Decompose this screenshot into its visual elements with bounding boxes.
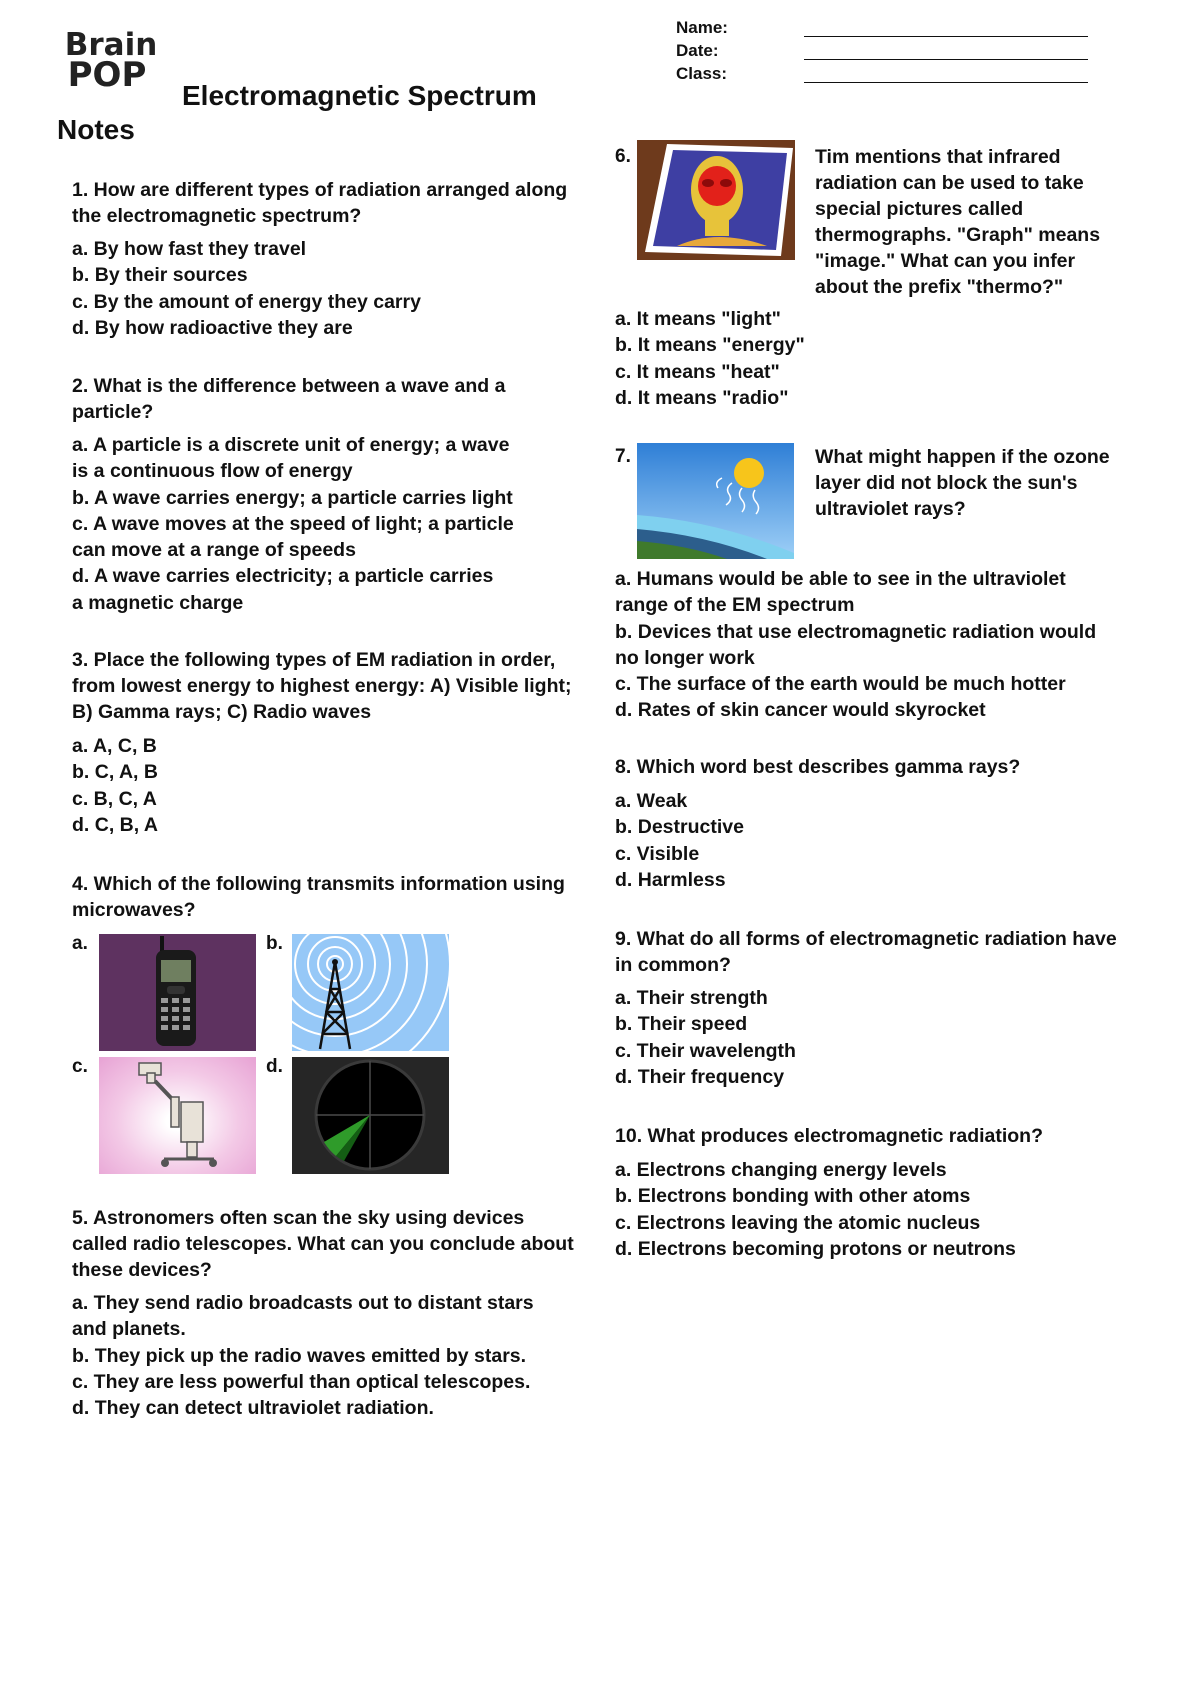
option-c-label: c. bbox=[72, 1056, 88, 1077]
q-line: 1. How are different types of radiation arranged along bbox=[72, 179, 568, 201]
q1-options bbox=[72, 236, 421, 341]
option-c[interactable]: c. The surface of the earth would be much hotter bbox=[615, 673, 1066, 696]
q-line: 3. Place the following types of EM radiation in order, bbox=[72, 649, 556, 671]
option-d[interactable]: d. Their frequency bbox=[615, 1065, 785, 1088]
question-10 bbox=[615, 1123, 1043, 1149]
name-label: Name: bbox=[676, 18, 728, 37]
option-b[interactable]: b. It means "energy" bbox=[615, 334, 805, 357]
page-subtitle: Notes bbox=[57, 114, 135, 145]
option-d[interactable]: d. Rates of skin cancer would skyrocket bbox=[615, 699, 986, 722]
option-b[interactable]: b. C, A, B bbox=[72, 761, 158, 784]
question-4 bbox=[72, 871, 565, 923]
option-a[interactable]: a. Their strength bbox=[615, 987, 768, 1009]
question-2 bbox=[72, 373, 505, 425]
option-b[interactable]: b. A wave carries energy; a particle carries light bbox=[72, 486, 513, 509]
q-line: in common? bbox=[615, 954, 731, 976]
x-ray-machine-icon[interactable] bbox=[99, 1057, 256, 1174]
name-line[interactable] bbox=[804, 36, 1088, 37]
q10-options bbox=[615, 1157, 1016, 1262]
question-7 bbox=[815, 444, 1110, 522]
option-d[interactable]: d. A wave carries electricity; a particle carries bbox=[72, 565, 494, 588]
option-a[interactable]: a. Humans would be able to see in the ultraviolet bbox=[615, 568, 1066, 590]
option-a[interactable]: a. Electrons changing energy levels bbox=[615, 1159, 947, 1181]
brainpop-logo bbox=[56, 27, 166, 95]
option-c[interactable]: c. A wave moves at the speed of light; a particle bbox=[72, 512, 514, 535]
q-line: 8. Which word best describes gamma rays? bbox=[615, 756, 1021, 778]
cell-phone-icon[interactable] bbox=[99, 934, 256, 1051]
q-line: ultraviolet rays? bbox=[815, 498, 966, 520]
option-c[interactable]: c. It means "heat" bbox=[615, 360, 780, 383]
option-d[interactable]: d. By how radioactive they are bbox=[72, 316, 353, 339]
question-6-number: 6. bbox=[615, 146, 631, 167]
question-8 bbox=[615, 754, 1020, 780]
option-c[interactable]: c. Their wavelength bbox=[615, 1039, 796, 1062]
logo-line-2: POP bbox=[67, 55, 147, 95]
class-label: Class: bbox=[676, 64, 728, 83]
option-d[interactable]: d. Harmless bbox=[615, 868, 726, 891]
q-line: particle? bbox=[72, 401, 154, 423]
q-line: 9. What do all forms of electromagnetic radiation have bbox=[615, 928, 1117, 950]
option-d[interactable]: d. It means "radio" bbox=[615, 386, 789, 409]
class-line[interactable] bbox=[804, 82, 1088, 83]
q-line: these devices? bbox=[72, 1259, 212, 1281]
q6-options bbox=[615, 306, 805, 411]
option-a-cont[interactable]: is a continuous flow of energy bbox=[72, 460, 353, 483]
question-7-number: 7. bbox=[615, 446, 631, 467]
q8-options bbox=[615, 788, 744, 893]
q-line: thermographs. "Graph" means bbox=[815, 224, 1101, 246]
thermograph-icon[interactable] bbox=[637, 140, 795, 260]
q9-options bbox=[615, 985, 796, 1090]
question-3 bbox=[72, 647, 572, 725]
option-a[interactable]: a. They send radio broadcasts out to distant stars bbox=[72, 1292, 534, 1314]
option-b-label: b. bbox=[266, 933, 283, 954]
option-b[interactable]: b. Their speed bbox=[615, 1013, 748, 1036]
option-b[interactable]: b. They pick up the radio waves emitted by stars. bbox=[72, 1344, 527, 1367]
option-c[interactable]: c. By the amount of energy they carry bbox=[72, 290, 421, 313]
option-a[interactable]: a. It means "light" bbox=[615, 308, 781, 330]
option-d[interactable]: d. They can detect ultraviolet radiation. bbox=[72, 1397, 434, 1420]
q5-options bbox=[72, 1290, 534, 1421]
q7-options bbox=[615, 566, 1096, 724]
option-b[interactable]: b. Electrons bonding with other atoms bbox=[615, 1185, 971, 1208]
question-5 bbox=[72, 1205, 574, 1283]
question-6 bbox=[815, 144, 1100, 300]
option-c[interactable]: c. Visible bbox=[615, 842, 700, 865]
option-b[interactable]: b. By their sources bbox=[72, 264, 248, 287]
page-title: Electromagnetic Spectrum bbox=[182, 80, 537, 111]
q3-options bbox=[72, 733, 158, 838]
q-line: Tim mentions that infrared bbox=[815, 146, 1061, 168]
option-a[interactable]: a. Weak bbox=[615, 790, 688, 812]
radio-tower-icon[interactable] bbox=[292, 934, 449, 1051]
option-a[interactable]: a. A particle is a discrete unit of energy; a wave bbox=[72, 434, 510, 456]
q-line: the electromagnetic spectrum? bbox=[72, 205, 362, 227]
question-1 bbox=[72, 177, 567, 229]
option-a-label: a. bbox=[72, 933, 88, 954]
q-line: layer did not block the sun's bbox=[815, 472, 1078, 494]
option-a[interactable]: a. By how fast they travel bbox=[72, 238, 307, 260]
q-line: 10. What produces electromagnetic radiation? bbox=[615, 1125, 1044, 1147]
q2-options bbox=[72, 432, 514, 616]
date-label: Date: bbox=[676, 41, 719, 60]
q-line: special pictures called bbox=[815, 198, 1024, 220]
option-a[interactable]: a. A, C, B bbox=[72, 735, 157, 757]
option-b[interactable]: b. Devices that use electromagnetic radiation would bbox=[615, 620, 1097, 643]
option-c[interactable]: c. B, C, A bbox=[72, 787, 157, 810]
radar-screen-icon[interactable] bbox=[292, 1057, 449, 1174]
option-c[interactable]: c. They are less powerful than optical telescopes. bbox=[72, 1370, 531, 1393]
date-line[interactable] bbox=[804, 59, 1088, 60]
q-line: from lowest energy to highest energy: A) Visible light; bbox=[72, 675, 572, 697]
option-d[interactable]: d. Electrons becoming protons or neutrons bbox=[615, 1237, 1016, 1260]
q-line: B) Gamma rays; C) Radio waves bbox=[72, 701, 372, 723]
q-line: radiation can be used to take bbox=[815, 172, 1084, 194]
option-d-label: d. bbox=[266, 1056, 283, 1077]
logo-line-1: Brain bbox=[64, 27, 158, 63]
q-line: "image." What can you infer bbox=[815, 250, 1076, 272]
option-d[interactable]: d. C, B, A bbox=[72, 813, 158, 836]
q-line: 5. Astronomers often scan the sky using devices bbox=[72, 1207, 525, 1229]
q-line: about the prefix "thermo?" bbox=[815, 276, 1064, 298]
question-9 bbox=[615, 926, 1117, 978]
q-line: 4. Which of the following transmits information using bbox=[72, 873, 565, 895]
option-c[interactable]: c. Electrons leaving the atomic nucleus bbox=[615, 1211, 981, 1234]
option-d-cont[interactable]: a magnetic charge bbox=[72, 591, 244, 614]
option-b[interactable]: b. Destructive bbox=[615, 816, 744, 839]
q-line: What might happen if the ozone bbox=[815, 446, 1110, 468]
sun-ozone-icon[interactable] bbox=[637, 443, 794, 559]
option-a-cont[interactable]: range of the EM spectrum bbox=[615, 594, 855, 617]
option-c-cont[interactable]: can move at a range of speeds bbox=[72, 539, 356, 562]
option-b-cont[interactable]: no longer work bbox=[615, 646, 755, 669]
q-line: 2. What is the difference between a wave and a bbox=[72, 375, 506, 397]
option-a-cont[interactable]: and planets. bbox=[72, 1318, 186, 1341]
q-line: microwaves? bbox=[72, 899, 196, 921]
q-line: called radio telescopes. What can you conclude about bbox=[72, 1233, 574, 1255]
